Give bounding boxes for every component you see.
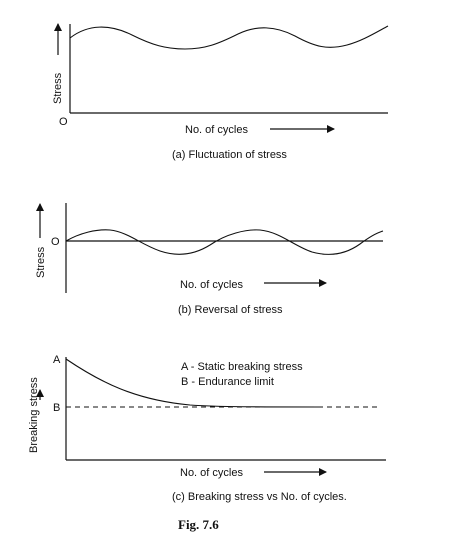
point-a-label: A — [53, 354, 61, 366]
caption-b: (b) Reversal of stress — [178, 304, 283, 316]
figure-title: Fig. 7.6 — [178, 517, 219, 532]
caption-a: (a) Fluctuation of stress — [172, 149, 287, 161]
y-axis-label-a: Stress — [52, 72, 64, 104]
panel-breaking-stress-vs-cycles — [28, 354, 386, 503]
y-axis-label-b: Stress — [35, 246, 47, 278]
x-axis-label-a: No. of cycles — [185, 124, 248, 136]
panel-reversal-of-stress — [35, 203, 383, 316]
caption-c: (c) Breaking stress vs No. of cycles. — [172, 491, 347, 503]
panel-fluctuation-of-stress — [52, 24, 388, 161]
origin-label-b: O — [51, 236, 60, 248]
y-axis-label-c: Breaking stress — [28, 377, 40, 453]
fluctuating-stress-curve — [70, 26, 388, 49]
x-axis-label-c: No. of cycles — [180, 467, 243, 479]
point-b-label: B — [53, 402, 61, 414]
reversing-stress-curve — [66, 230, 383, 255]
legend-endurance-limit: B - Endurance limit — [181, 376, 274, 388]
x-axis-label-b: No. of cycles — [180, 279, 243, 291]
legend-static-breaking-stress: A - Static breaking stress — [181, 361, 303, 373]
origin-label-a: O — [59, 116, 68, 128]
